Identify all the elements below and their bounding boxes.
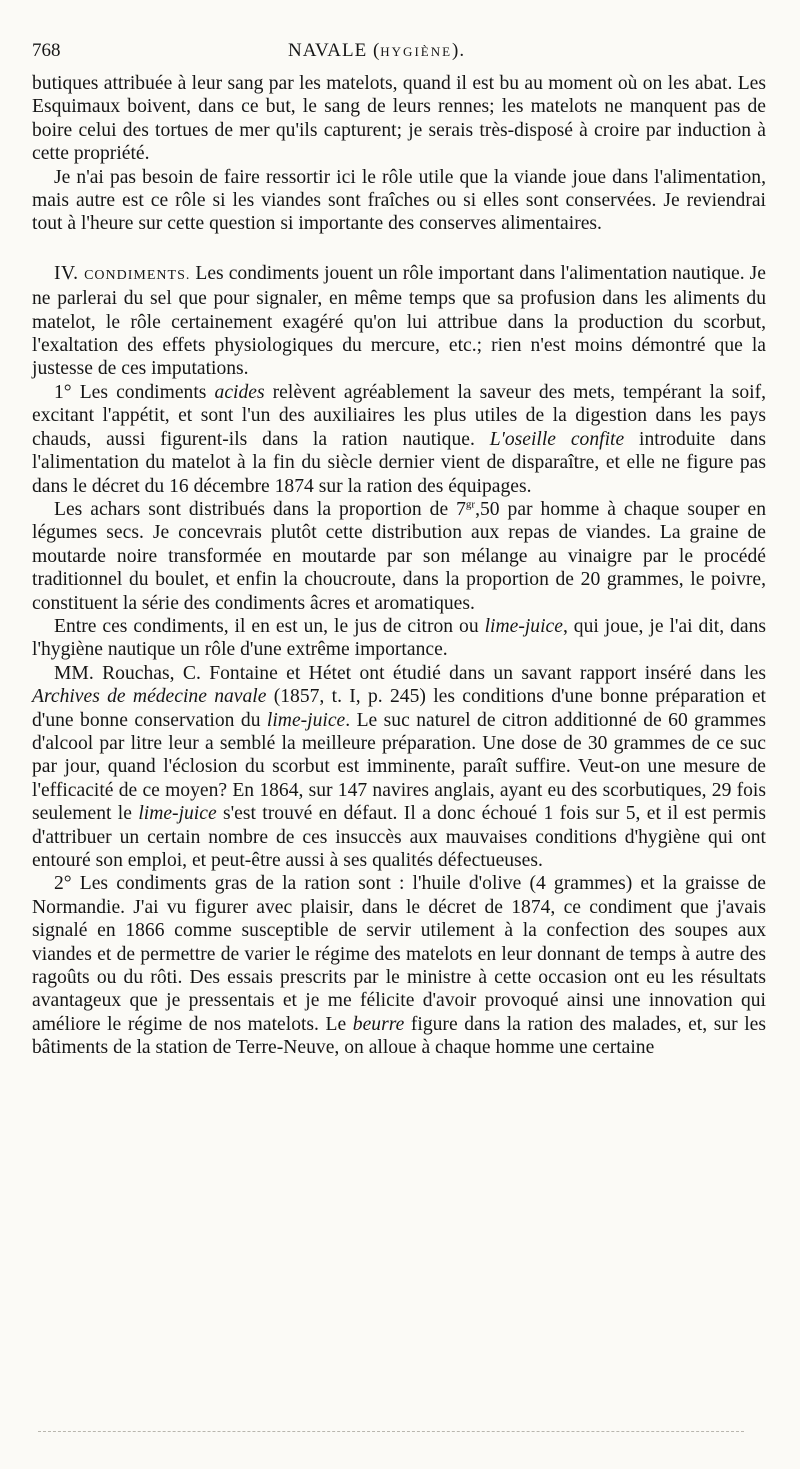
paragraph-fat-condiments: [32, 872, 766, 1059]
page-number: 768: [32, 40, 61, 61]
paragraph-achars: [32, 498, 766, 615]
text-run: MM. Rouchas, C. Fontaine et Hétet ont étudié dans un savant rapport inséré dans les: [54, 662, 766, 684]
text-run: s'est trouvé en défaut. Il a donc échoué 1 fois sur 5, et il est permis d'attribuer un certain nombre de ces insuccès aux mauvaises conditions d'hygiène qui ont entouré son emploi, et peut-être aussi à ses qualités défectueuses.: [32, 803, 766, 871]
italic-term: L'oseille confite: [489, 428, 625, 450]
running-title-main: NAVALE (: [288, 40, 381, 61]
text-run: figure dans la ration des malades, et, sur les bâtiments de la station de Terre-Neuve, on alloue à chaque homme une certaine: [32, 1013, 766, 1059]
text-run: 1° Les condiments: [54, 381, 215, 403]
unit-superscript: gr: [465, 498, 476, 511]
paragraph-lime-juice-intro: [32, 615, 766, 662]
text-run: , qui joue, je l'ai dit, dans l'hygiène nautique un rôle d'une extrême importance.: [32, 615, 766, 661]
bottom-bleed-through-line: [38, 1431, 744, 1432]
paragraph-continued: butiques attribuée à leur sang par les matelots, quand il est bu au moment où on les abat. Les Esquimaux boivent, dans ce but, le sang de leurs rennes; les matelots ne manquent pas de boire celui des tortues de mer qu'ils capturent; je serais très-disposé à croire par induction à cette propriété.: [32, 73, 766, 165]
paragraph-acid-condiments: [32, 381, 766, 498]
page-body: [32, 72, 766, 1060]
text-run: . Le suc naturel de citron additionné de 60 grammes d'alcool par litre leur a semblé la meilleure préparation. Une dose de 30 grammes de ce suc par jour, quand l'éclosion du scorbut est imminente, paraît suffire. Veut-on une mesure de l'efficacité de ce moyen? En 1864, sur 147 navires anglais, ayant eu des scorbutiques, 29 fois seulement le: [32, 709, 766, 825]
running-title-subject: HYGIÈNE: [380, 44, 453, 59]
italic-term: beurre: [352, 1013, 405, 1035]
paragraph-meat: Je n'ai pas besoin de faire ressortir ici le rôle utile que la viande joue dans l'alimentation, mais autre est ce rôle si les viandes sont fraîches ou si elles sont conservées. Je reviendrai tout à l'heure sur cette question si importante des conserves alimentaires.: [32, 166, 766, 235]
text-run: (1857, t. I, p. 245) les conditions d'une bonne préparation et d'une bonne conservation du: [32, 686, 766, 731]
text-run: Les achars sont distribués dans la proportion de 7: [54, 498, 466, 520]
text-run: introduite dans l'alimentation du matelot à la fin du siècle dernier vient de disparaître, et elle ne figure pas dans le décret du 16 décembre 1874 sur la ration des équipages.: [32, 428, 766, 497]
running-title: [288, 40, 465, 62]
italic-term: lime-juice: [484, 615, 563, 637]
text-run: 2° Les condiments gras de la ration sont : l'huile d'olive (4 grammes) et la graisse de Normandie. J'ai vu figurer avec plaisir, dans le décret de 1874, ce condiment que j'avais signalé en 1866 comme susceptible de servir utilement à la confection des soupes aux viandes et de permettre de varier le régime des matelots en leur donnant de temps à autre des ragoûts ou du rôti. Des essais prescrits par le ministre à cette occasion ont eu les résultats avantageux que je pressentais et je me félicite d'avoir provoqué ainsi une innovation qui améliore le régime de nos matelots. Le: [32, 873, 766, 1035]
italic-term: Archives de médecine navale: [32, 686, 267, 708]
italic-term: acides: [214, 381, 265, 403]
paragraph-condiments-section: [32, 262, 766, 381]
paragraph-lime-juice-study: [32, 662, 766, 873]
text-run: relèvent agréablement la saveur des mets, tempérant la soif, excitant l'appétit, et sont l'un des auxiliaires les plus utiles de la digestion dans les pays chauds, aussi figurent-ils dans la ration nautique.: [32, 381, 767, 450]
italic-term: lime-juice: [138, 803, 217, 825]
section-title: CONDIMENTS.: [84, 267, 191, 283]
running-header: [32, 40, 760, 68]
italic-term: lime-juice: [266, 709, 346, 731]
running-title-end: ).: [452, 40, 466, 61]
section-intro-text: Les condiments jouent un rôle important dans l'alimentation nautique. Je ne parlerai du sel que pour signaler, en même temps que sa profusion dans les aliments du matelot, le rôle certainement exagéré qu'on lui attribue dans la production du scorbut, l'exaltation des effets physiologiques du mercure, etc.; rien n'est moins démontré que la justesse de ces imputations.: [32, 262, 766, 380]
section-numeral: IV.: [54, 262, 85, 284]
text-run: ,50 par homme à chaque souper en légumes secs. Je concevrais plutôt cette distribution aux repas de viandes. La graine de moutarde noire transformée en moutarde par son mélange au vinaigre par le procédé traditionnel du boulet, et enfin la choucroute, dans la proportion de 20 grammes, le poivre, constituent la série des condiments âcres et aromatiques.: [32, 498, 767, 614]
section-heading: [54, 263, 190, 284]
text-run: Entre ces condiments, il en est un, le jus de citron ou: [54, 615, 485, 637]
